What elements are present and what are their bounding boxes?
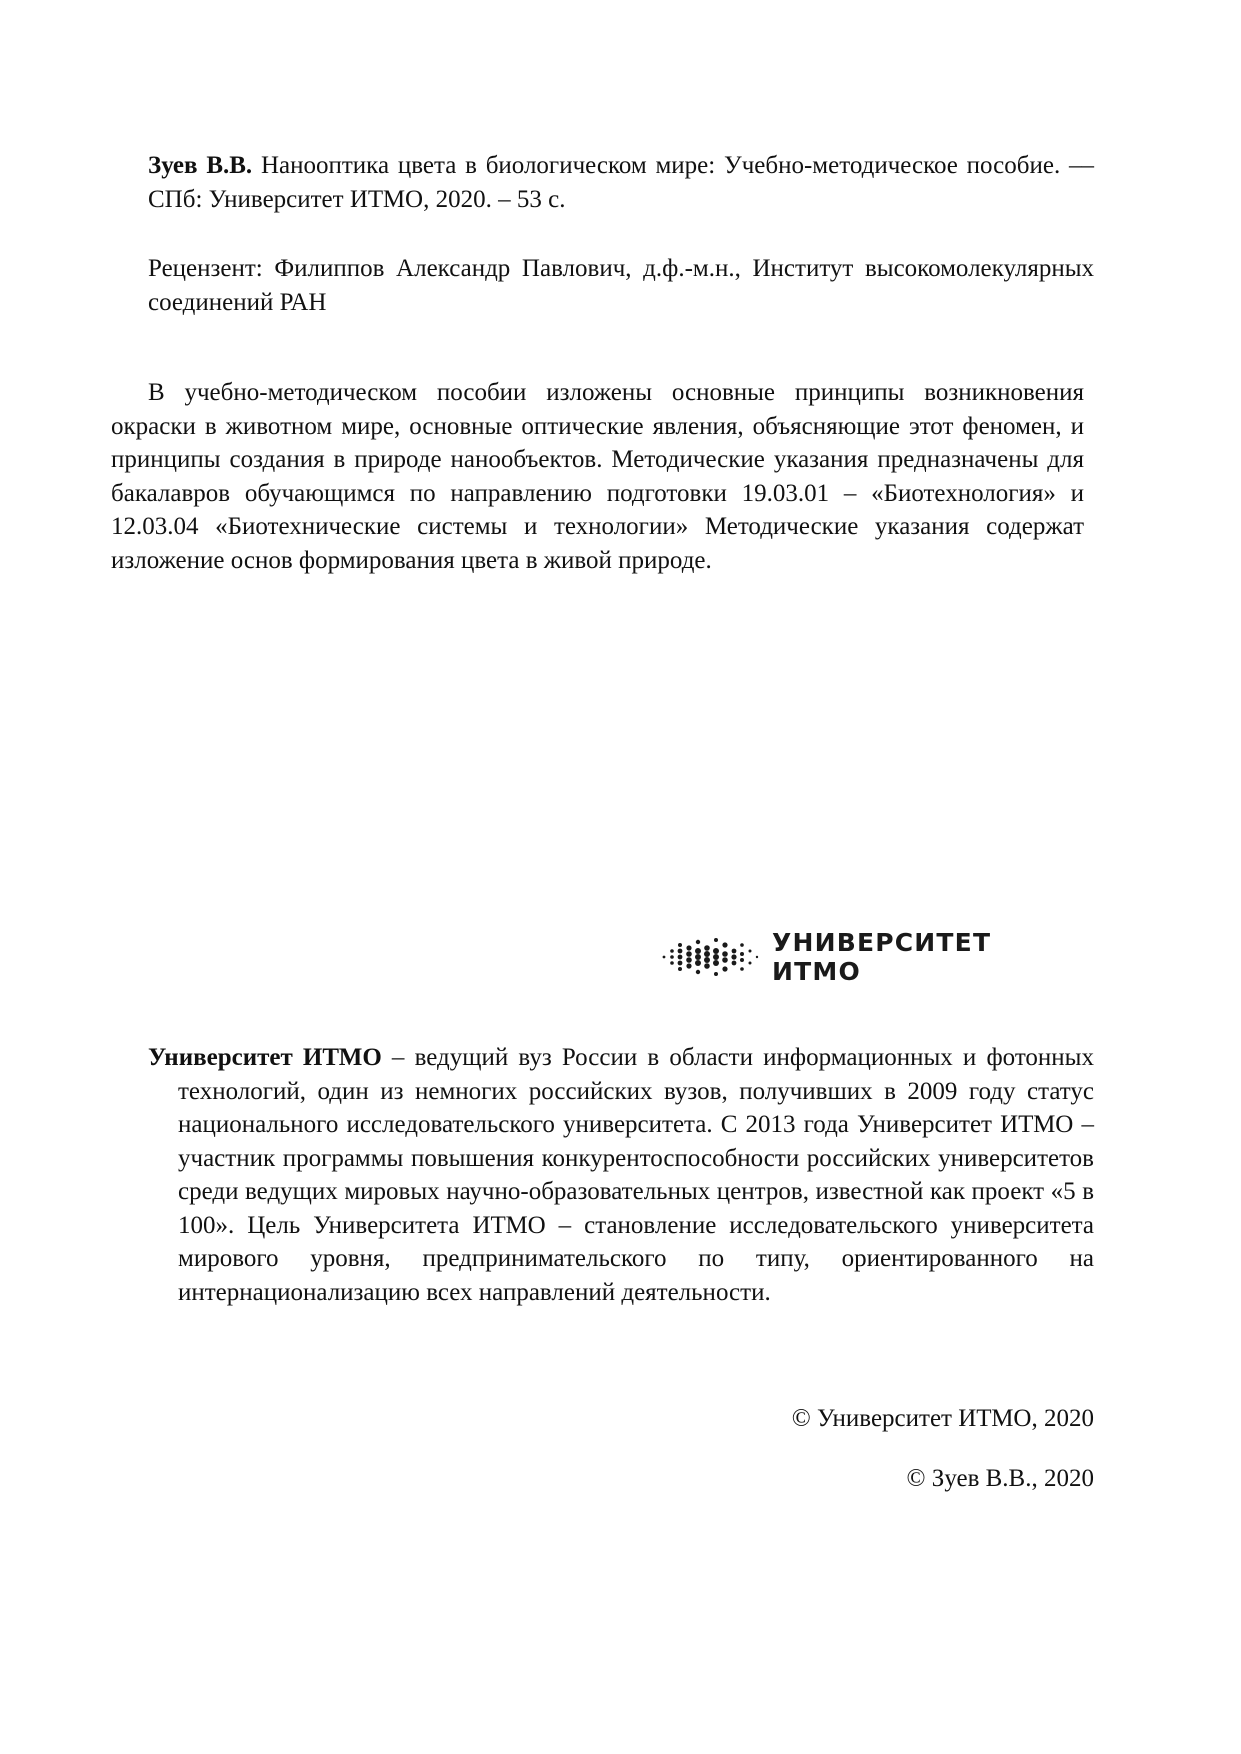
reviewer: Рецензент: Филиппов Александр Павлович, д.ф.-м.н., Институт высокомолекулярных соединений РАН <box>148 255 1094 316</box>
citation-text: Нанооптика цвета в биологическом мире: Учебно-методическое пособие. –– СПб: Университет ИТМО, 2020. – 53 с. <box>148 152 1094 213</box>
about-university <box>148 1041 1094 1309</box>
copyright-university: © Университет ИТМО, 2020 <box>791 1405 1094 1432</box>
abstract: В учебно-методическом пособии изложены основные принципы возникновения окраски в животном мире, основные оптические явления, объясняющие этот феномен, и принципы создания в природе нанообъектов. Методические указания предназначены для бакалавров обучающимся по направлению подготовки 19.03.01 – «Биотехнология» и 12.03.04 «Биотехнические системы и технологии» Методические указания содержат изложение основ формирования цвета в живой природе. <box>111 379 1084 574</box>
itmo-logo-text: УНИВЕРСИТЕТ ИТМО <box>771 928 992 986</box>
citation <box>148 149 1094 216</box>
about-text: – ведущий вуз России в области информационных и фотонных технологий, один из немногих российских вузов, получивших в 2009 году статус национального исследовательского университета. С 2013 года Университет ИТМО – участник программы повышения конкурентоспособности российских университетов среди ведущих мировых научно-образовательных центров, известной как проект «5 в 100». Цель Университета ИТМО – становление исследовательского университета мирового уровня, предпринимательского по типу, ориентированного на интернационализацию всех направлений деятельности. <box>178 1044 1094 1306</box>
itmo-dots-icon <box>660 932 762 982</box>
copyright-author: © Зуев В.В., 2020 <box>906 1465 1094 1492</box>
itmo-logo <box>660 928 1090 986</box>
citation-author: Зуев В.В. <box>148 152 253 179</box>
about-lead: Университет ИТМО <box>148 1044 382 1071</box>
